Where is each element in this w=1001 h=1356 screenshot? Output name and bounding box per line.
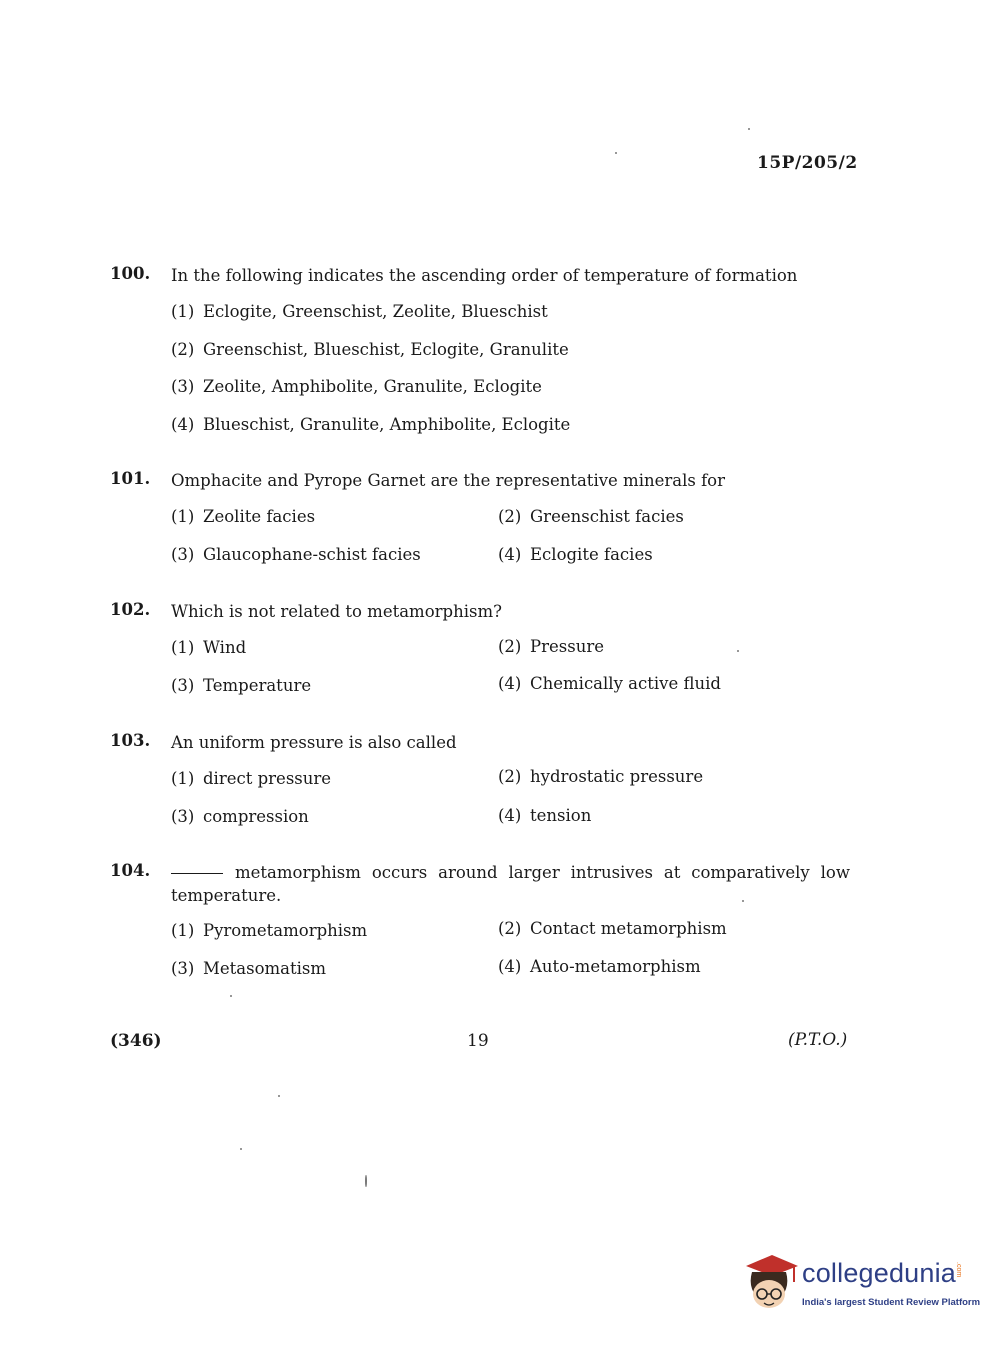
logo-brand-text: collegedunia (802, 1258, 957, 1288)
fill-in-blank (171, 873, 223, 874)
option-text: Greenschist, Blueschist, Eclogite, Granulite (203, 340, 569, 359)
option-number: (4) (498, 545, 522, 564)
option-100-1 (171, 302, 548, 321)
question-text: In the following indicates the ascending order of temperature of formation (171, 266, 798, 285)
option-text: Blueschist, Granulite, Amphibolite, Eclogite (203, 415, 571, 434)
question-number: 103. (110, 731, 151, 750)
option-100-2 (171, 340, 569, 359)
option-100-4 (171, 415, 570, 434)
option-text: Pressure (530, 637, 604, 656)
option-number: (1) (171, 921, 195, 940)
logo-tagline: India's largest Student Review Platform (802, 1297, 981, 1308)
question-text (171, 861, 850, 907)
pto-label: (P.T.O.) (788, 1030, 848, 1050)
option-number: (3) (171, 807, 195, 826)
option-102-3 (171, 676, 311, 695)
option-101-3 (171, 545, 421, 564)
option-number: (1) (171, 302, 195, 321)
option-number: (1) (171, 638, 195, 657)
option-text: hydrostatic pressure (530, 767, 704, 786)
question-text-body: metamorphism occurs around larger intrusives at comparatively low temperature. (171, 863, 850, 905)
question-number: 102. (110, 600, 151, 619)
option-number: (1) (171, 769, 195, 788)
option-number: (3) (171, 377, 195, 396)
option-101-4 (498, 545, 653, 564)
option-102-2 (498, 637, 604, 656)
option-number: (2) (171, 340, 195, 359)
option-text: Zeolite, Amphibolite, Granulite, Eclogite (203, 377, 542, 396)
question-text: An uniform pressure is also called (171, 733, 457, 752)
option-number: (2) (498, 637, 522, 656)
option-102-4 (498, 674, 721, 693)
option-number: (1) (171, 507, 195, 526)
option-number: (2) (498, 767, 522, 786)
option-text: Wind (203, 638, 247, 657)
footer-code: (346) (110, 1031, 162, 1051)
option-text: Greenschist facies (530, 507, 684, 526)
option-number: (3) (171, 959, 195, 978)
option-text: compression (203, 807, 309, 826)
logo-suffix: .com (955, 1262, 962, 1278)
option-text: Zeolite facies (203, 507, 316, 526)
option-number: (4) (498, 806, 522, 825)
question-number: 104. (110, 861, 151, 880)
option-101-2 (498, 507, 684, 526)
option-text: direct pressure (203, 769, 332, 788)
question-text: Which is not related to metamorphism? (171, 602, 502, 621)
mascot-icon (742, 1252, 800, 1314)
page-number: 19 (467, 1031, 489, 1051)
option-number: (2) (498, 919, 522, 938)
question-number: 100. (110, 264, 151, 283)
option-104-1 (171, 921, 367, 940)
option-text: Eclogite facies (530, 545, 653, 564)
option-103-1 (171, 769, 331, 788)
option-number: (4) (498, 957, 522, 976)
option-103-4 (498, 806, 591, 825)
option-103-3 (171, 807, 309, 826)
option-text: Auto-metamorphism (530, 957, 701, 976)
option-text: Pyrometamorphism (203, 921, 368, 940)
option-text: Glaucophane-schist facies (203, 545, 421, 564)
option-104-2 (498, 919, 727, 938)
question-number: 101. (110, 469, 151, 488)
option-text: Metasomatism (203, 959, 327, 978)
option-text: tension (530, 806, 592, 825)
option-number: (3) (171, 545, 195, 564)
option-number: (3) (171, 676, 195, 695)
question-text: Omphacite and Pyrope Garnet are the representative minerals for (171, 471, 726, 490)
option-101-1 (171, 507, 315, 526)
option-text: Temperature (203, 676, 312, 695)
option-103-2 (498, 767, 703, 786)
option-number: (4) (498, 674, 522, 693)
collegedunia-logo (742, 1250, 981, 1320)
option-102-1 (171, 638, 246, 657)
paper-code: 15P/205/2 (757, 153, 858, 173)
option-number: (4) (171, 415, 195, 434)
option-text: Contact metamorphism (530, 919, 727, 938)
option-number: (2) (498, 507, 522, 526)
option-104-4 (498, 957, 701, 976)
option-text: Chemically active fluid (530, 674, 721, 693)
option-104-3 (171, 959, 326, 978)
option-100-3 (171, 377, 542, 396)
option-text: Eclogite, Greenschist, Zeolite, Blueschist (203, 302, 548, 321)
